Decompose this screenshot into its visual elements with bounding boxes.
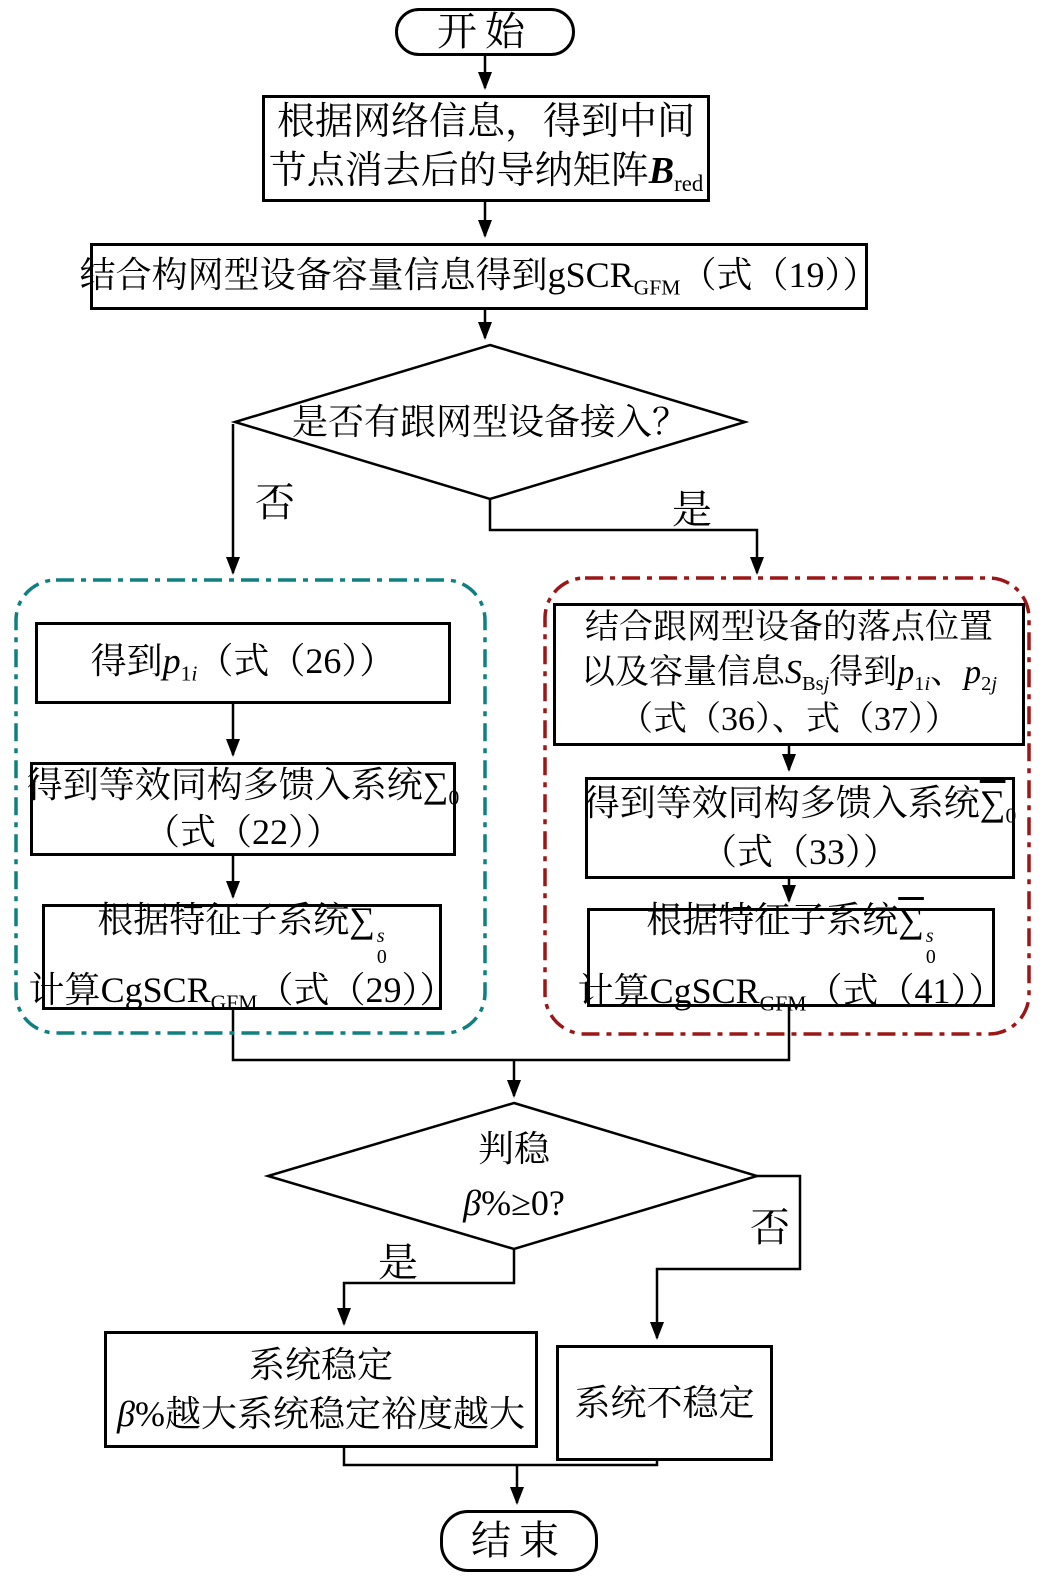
edge-decision2-yes (344, 1249, 514, 1324)
end-terminator: 结束 (440, 1510, 598, 1572)
result-stable-box: 系统稳定 β%越大系统稳定裕度越大 (104, 1331, 538, 1448)
decision2-label: 判稳 β%≥0? (463, 1129, 565, 1223)
decision1-label: 是否有跟网型设备接入？ (291, 401, 688, 442)
process-admittance-matrix: 根据网络信息，得到中间 节点消去后的导纳矩阵$B_{red}$ (262, 95, 710, 202)
decision2-no-label: 否 (750, 1205, 790, 1250)
start-terminator: 开始 (395, 8, 575, 56)
process-right-p1i-p2j: 结合跟网型设备的落点位置 以及容量信息$S_{Bsj}$得到$p_{1i}$、$p_{2j}$ （式（36）、式（37）） (553, 603, 1025, 746)
process-gscr-gfm: 结合构网型设备容量信息得到gSCR$_{GFM}$（式（19）） (90, 243, 868, 310)
result-unstable-box: 系统不稳定 (556, 1345, 773, 1461)
edge-decision1-yes (490, 499, 757, 573)
process-left-equivalent-system: 得到等效同构多馈入系统$\sum_0$ （式（22）） (30, 762, 456, 856)
process-left-cgscr: 根据特征子系统∑ s 0 计算CgSCR$_{GFM}$（式（29）） (28, 899, 456, 1015)
decision1-yes-label: 是 (672, 487, 712, 532)
decision1-no-label: 否 (255, 480, 295, 525)
process-right-equivalent-system: 得到等效同构多馈入系统$\sum_0$ （式（33）） (585, 777, 1015, 879)
process-left-p1i: 得到$p_{1i}$（式（26）） (35, 622, 451, 704)
process-right-cgscr: 根据特征子系统∑ s 0 计算CgSCR$_{GFM}$（式（41）） (577, 900, 1005, 1016)
decision2-yes-label: 是 (378, 1240, 418, 1285)
